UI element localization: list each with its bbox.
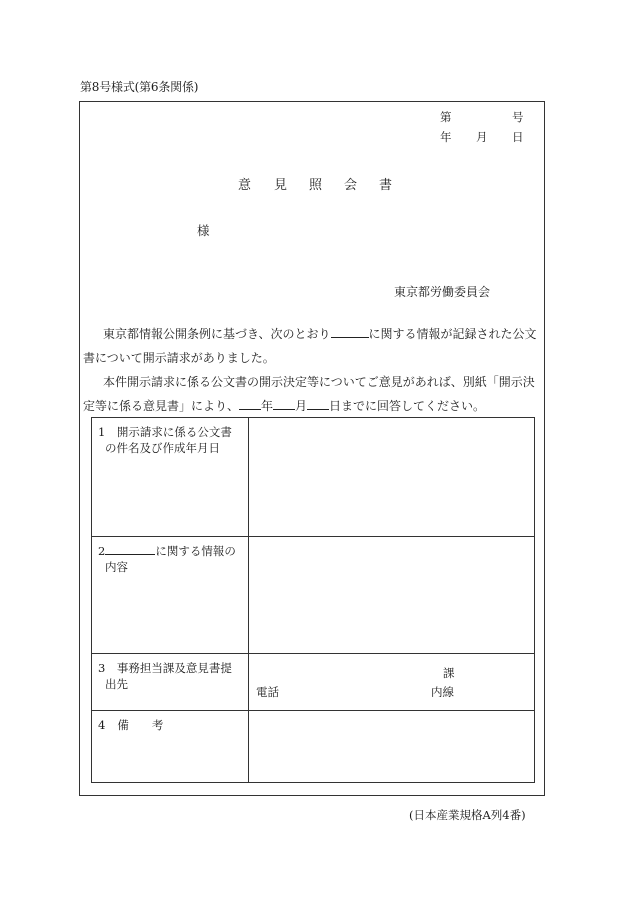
- blank-field: [105, 543, 155, 555]
- body-paragraph-1: [83, 322, 543, 370]
- row1-label: 1 開示請求に係る公文書 の件名及び作成年月日: [98, 425, 232, 455]
- paper-size-note: (日本産業規格A列4番): [409, 808, 526, 822]
- recipient-honorific: 様: [197, 223, 210, 238]
- row3-label: 3 事務担当課及意見書提 出先: [98, 661, 232, 691]
- blank-field: [273, 397, 295, 410]
- date-day: 日: [512, 130, 524, 144]
- table-row-divider: [91, 536, 535, 537]
- section-label: 課: [443, 666, 455, 680]
- date-year: 年: [440, 130, 452, 144]
- phone-label: 電話: [256, 685, 279, 699]
- date-month: 月: [476, 130, 488, 144]
- title-char: 会: [344, 178, 358, 193]
- table-row-divider: [91, 710, 535, 711]
- body-text: 月: [295, 399, 308, 413]
- title-char: 書: [379, 178, 393, 193]
- blank-field: [331, 325, 369, 338]
- body-text: 日までに回答してください。: [329, 399, 486, 413]
- title-char: 意: [238, 178, 252, 193]
- body-text: 本件開示請求に係る公文書の開示決定等についてご意見があれば、別紙「開示決: [103, 375, 535, 389]
- title-char: 見: [274, 178, 288, 193]
- sender-name: 東京都労働委員会: [394, 285, 491, 299]
- table-row-divider: [91, 653, 535, 654]
- body-text: に関する情報が記録された公文: [368, 327, 537, 341]
- body-text: 東京都情報公開条例に基づき、次のとおり: [103, 327, 331, 341]
- body-text: 年: [261, 399, 274, 413]
- row2-label: 2 に関する情報の 内容: [98, 544, 236, 574]
- blank-field: [307, 397, 329, 410]
- title-char: 照: [309, 178, 323, 193]
- blank-field: [239, 397, 261, 410]
- row4-label: 4 備 考: [98, 718, 164, 732]
- number-suffix: 号: [512, 110, 524, 124]
- form-number-label: 第8号様式(第6条関係): [80, 80, 199, 94]
- extension-label: 内線: [431, 685, 454, 699]
- table-column-divider: [248, 417, 249, 783]
- body-text: 定等に係る意見書」により、: [83, 399, 240, 413]
- body-text: 書について開示請求がありました。: [83, 351, 275, 365]
- body-paragraph-2: [83, 370, 543, 418]
- number-prefix: 第: [440, 110, 452, 124]
